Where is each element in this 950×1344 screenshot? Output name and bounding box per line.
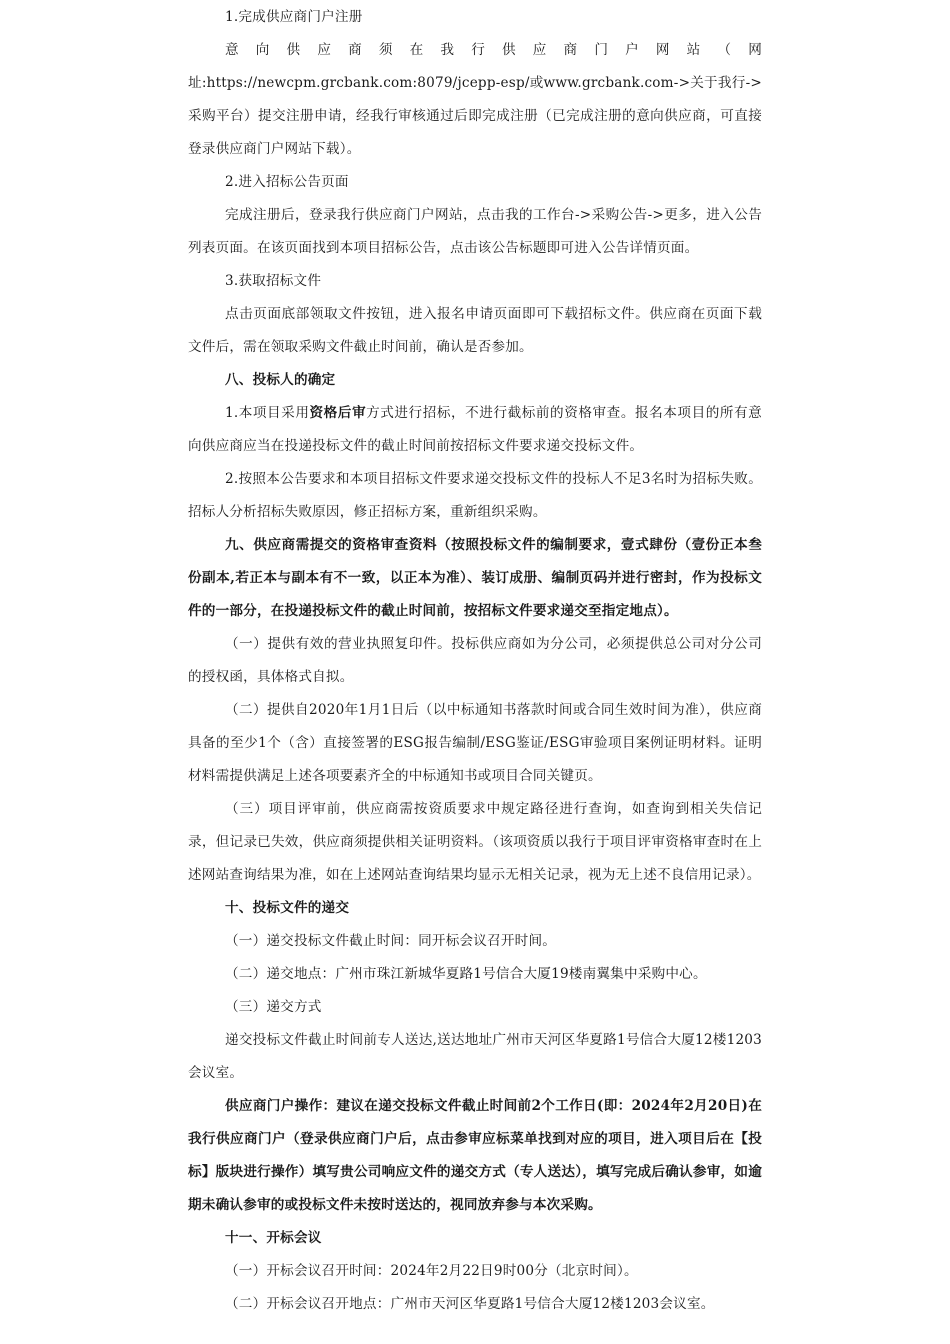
heading-8-para-1: [188, 397, 762, 463]
heading-9-para-3: （三）项目评审前，供应商需按资质要求中规定路径进行查询，如查询到相关失信记录，但记录已失效，供应商须提供相关证明资料。（该项资质以我行于项目评审资格审查时在上述网站查询结果为准，如在上述网站查询结果均显示无相关记录，视为无上述不良信用记录）。: [188, 801, 762, 883]
heading-8-para-1-emphasis: 资格后审: [309, 405, 367, 421]
heading-10-para-5: 供应商门户操作：建议在递交投标文件截止时间前2个工作日(即：2024年2月20日)在我行供应商门户（登录供应商门户后，点击参审应标菜单找到对应的项目，进入项目后在【投标】版块进行操作）填写贵公司响应文件的递交方式（专人送达），填写完成后确认参审，如逾期未确认参审的或投标文件未按时送达的，视同放弃参与本次采购。: [188, 1098, 762, 1213]
section-3-title: 3.获取招标文件: [225, 273, 322, 289]
heading-9: 九、供应商需提交的资格审查资料（按照投标文件的编制要求，壹式肆份（壹份正本叁份副本,若正本与副本有不一致，以正本为准）、装订成册、编制页码并进行密封，作为投标文件的一部分，在投递投标文件的截止时间前，按招标文件要求递交至指定地点）。: [188, 537, 762, 619]
heading-8-para-2: 2.按照本公告要求和本项目招标文件要求递交投标文件的投标人不足3名时为招标失败。招标人分析招标失败原因，修正招标方案，重新组织采购。: [188, 471, 762, 520]
section-2-body: 完成注册后，登录我行供应商门户网站，点击我的工作台->采购公告->更多，进入公告列表页面。在该页面找到本项目招标公告，点击该公告标题即可进入公告详情页面。: [188, 207, 762, 256]
heading-8: 八、投标人的确定: [225, 372, 336, 388]
heading-10-para-1: （一）递交投标文件截止时间：同开标会议召开时间。: [225, 933, 557, 949]
section-1-body: 意向供应商须在我行供应商门户网站（网址:https://newcpm.grcbank.com:8079/jcepp-esp/或www.grcbank.com->关于我行->采购平台）提交注册申请，经我行审核通过后即完成注册（已完成注册的意向供应商，可直接登录供应商门户网站下载）。: [188, 42, 762, 157]
section-3-body: 点击页面底部领取文件按钮，进入报名申请页面即可下载招标文件。供应商在页面下载文件后，需在领取采购文件截止时间前，确认是否参加。: [188, 306, 762, 355]
section-1-title: 1.完成供应商门户注册: [225, 9, 363, 25]
heading-9-para-1: （一）提供有效的营业执照复印件。投标供应商如为分公司，必须提供总公司对分公司的授权函，具体格式自拟。: [188, 636, 762, 685]
heading-8-para-1-end: 方式进行招标，不进行截标前的资格审查。报名本项目的所有意向供应商应当在投递投标文件的截止时间前按招标文件要求递交投标文件。: [188, 405, 762, 454]
heading-10: 十、投标文件的递交: [225, 900, 350, 916]
heading-8-para-1-start: 1.本项目采用: [225, 405, 310, 421]
heading-10-para-3: （三）递交方式: [225, 999, 322, 1015]
heading-10-para-2: （二）递交地点：广州市珠江新城华夏路1号信合大厦19楼南翼集中采购中心。: [225, 966, 707, 982]
heading-11: 十一、开标会议: [225, 1230, 322, 1246]
heading-9-para-2: （二）提供自2020年1月1日后（以中标通知书落款时间或合同生效时间为准），供应商具备的至少1个（含）直接签署的ESG报告编制/ESG鉴证/ESG审验项目案例证明材料。证明材料需提供满足上述各项要素齐全的中标通知书或项目合同关键页。: [188, 702, 762, 784]
section-2-title: 2.进入招标公告页面: [225, 174, 349, 190]
heading-11-para-1: （一）开标会议召开时间：2024年2月22日9时00分（北京时间）。: [225, 1263, 638, 1279]
heading-10-para-4: 递交投标文件截止时间前专人送达,送达地址广州市天河区华夏路1号信合大厦12楼1203会议室。: [188, 1032, 762, 1081]
heading-11-para-2: （二）开标会议召开地点：广州市天河区华夏路1号信合大厦12楼1203会议室。: [225, 1296, 715, 1312]
document-page: [188, 0, 762, 1321]
